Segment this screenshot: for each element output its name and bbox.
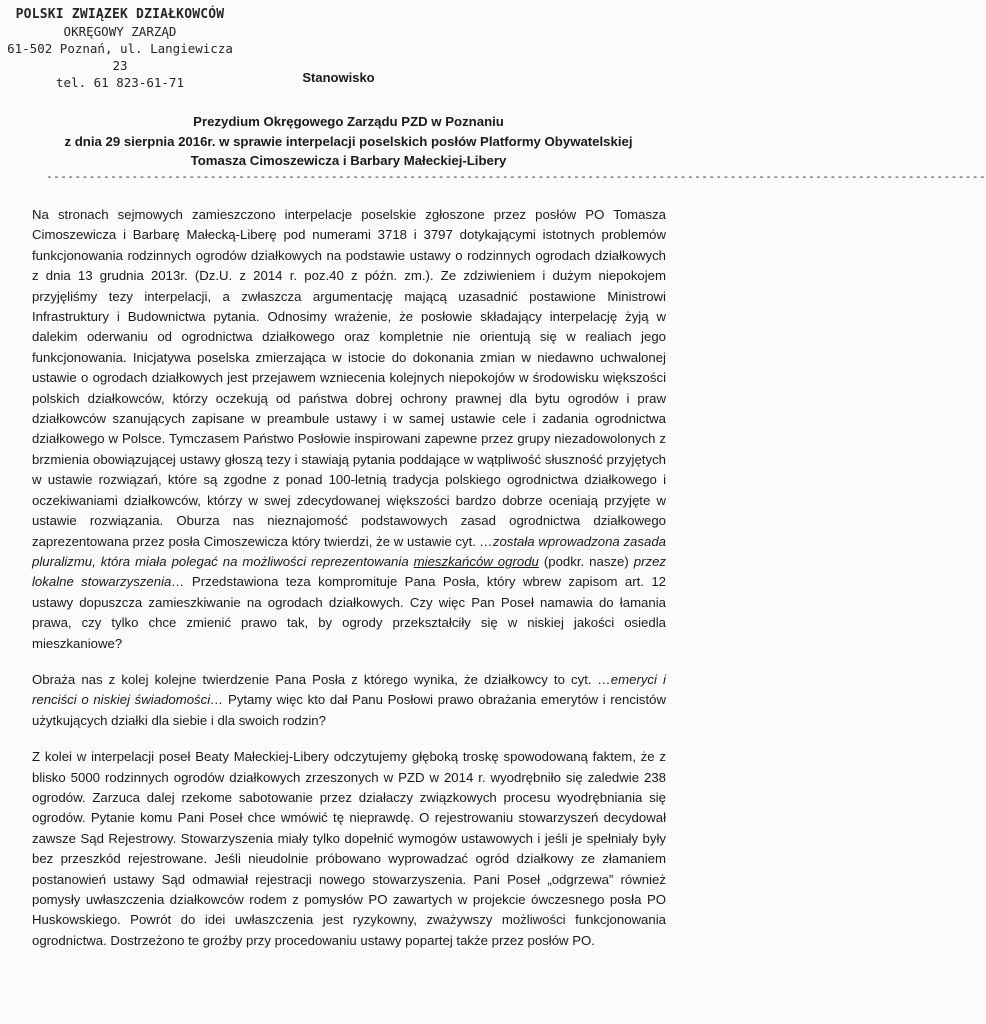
paragraph-3: Z kolei w interpelacji poseł Beaty Małeckiej-Libery odczytujemy głęboką troskę spowodowaną faktem, że z blisko 5000 rodzinnych ogrodów działkowych zrzeszonych w PZD w 2014 r. wyodrębniło się zaledwie 238 ogrodów. Zarzuca dalej rzekome sabotowanie przez działaczy związkowych procesu wyodrębniania się ogrodów. Pytanie komu Pani Poseł chce wmówić tę nieprawdę. O rejestrowaniu stowarzyszeń decydował zawsze Sąd Rejestrowy. Stowarzyszenia miały tylko dopełnić wymogów ustawowych i jeśli je spełniały były bez przeszkód rejestrowane. Jeśli nieudolnie próbowano wyprowadzać ogród działkowy ze złamaniem postanowień ustawy Sąd odmawiał rejestracji nowego stowarzyszenia. Pani Poseł „odgrzewa” również pomysły uwłaszczenia działkowców rodem z pomysłów PO zawartych w projekcie ówczesnego posła PO Huskowskiego. Powrót do idei uwłaszczenia jest ryzykowny, zważywszy możliwości funkcjonowania ogrodnictwa. Dostrzeżono te groźby przy procedowaniu ustawy popartej także przez posłów PO. [32,749,666,948]
paragraph-2-text-a: Obraża nas z kolej kolejne twierdzenie Pana Posła z którego wynika, że działkowcy to cyt. [32,671,598,687]
paragraph-2 [32,670,666,731]
document-title: Stanowisko [302,70,375,85]
quote-underlined: mieszkańców ogrodu [413,553,539,569]
quote-local-associations: przez lokalne stowarzyszenia… [32,553,666,590]
stamp-phone: tel. 61 823-61-71 [56,75,184,90]
paragraph-1-text-b: (podkr. nasze) [538,553,634,569]
heading-line-2: z dnia 29 sierpnia 2016r. w sprawie interpelacji poselskich posłów Platformy Obywatelskiej [64,133,633,149]
document-body [32,205,666,967]
dashed-separator: ------------------------------------------------------------------------------------------------------------------------------------ [46,170,986,183]
paragraph-2-text-b: Pytamy więc kto dał Panu Posłowi prawo obrażania emerytów i rencistów użytkujących działki dla siebie i dla swoich rodzin? [32,692,666,728]
heading-line-1: Prezydium Okręgowego Zarządu PZD w Poznaniu [193,114,504,129]
heading-line-3: Tomasza Cimoszewicza i Barbary Małeckiej-Libery [190,153,507,168]
quote-pluralism: …została wprowadzona zasada pluralizmu, która miała polegać na możliwości reprezentowania [32,533,666,569]
paragraph-1-text-a: Na stronach sejmowych zamieszczono interpelacje poselskie zgłoszone przez posłów PO Tomasza Cimoszewicza i Barbarę Małecką-Liberę pod numerami 3718 i 3797 dotykającymi istotnych problemów funkcjonowania rodzinnych ogrodów działkowych na podstawie ustawy o rodzinnych ogrodach działkowych z dnia 13 grudnia 2013r. (Dz.U. z 2014 r. poz.40 z późn. zm.). Ze zdziwieniem i dużym niepokojem przyjęliśmy tezy interpelacji, a zwłaszcza argumentację mającą uzasadnić postawione Ministrowi Infrastruktury i Budownictwa pytania. Odnosimy wrażenie, że posłowie składający interpelację żyją w dalekim oderwaniu od ogrodnictwa działkowego oraz kompletnie nie orientują się w realiach jego funkcjonowania. Inicjatywa poselska zmierzająca w istocie do dokonania zmian w niedawno uchwalonej ustawie o ogrodach działkowych jest przejawem wzniecenia kolejnych niepokojów w środowisku większości polskich działkowców, którzy oczekują od państwa dobrej ochrony prawnej dla bytu ogrodów i praw działkowców szanujących zapisane w preambule ustawy i w samej ustawie cele i zadania ogrodnictwa działkowego w Polsce. Tymczasem Państwo Posłowie inspirowani zapewne przez grupy niezadowolonych z brzmienia obowiązującej ustawy głoszą tezy i stawiają pytania poddające w wątpliwość słuszność przyjętych w ustawie rozwiązań, które są zgodne z ponad 100-letnią tradycja polskiego ogrodnictwa działkowego i oczekiwaniami działkowców, którzy w swej zdecydowanej większości bardzo dobrze oceniają przyjęte w ustawie rozwiązania. Oburza nas nieznajomość podstawowych zasad ogrodnictwa działkowego zaprezentowana przez posła Cimoszewicza który twierdzi, że w ustawie cyt. [32,207,666,549]
paragraph-1-text-c: Przedstawiona teza kompromituje Pana Posła, który wbrew zapisom art. 12 ustawy dopuszcza zamieszkiwanie na ogrodach działkowych. Czy więc Pan Poseł namawia do łamania prawa, czy tylko chce zmienić prawo tak, by ogrody przekształciły się w niskiej jakości osiedla mieszkaniowe? [32,574,666,651]
stamp-board-name: OKRĘGOWY ZARZĄD [63,24,177,39]
paragraph-1 [32,205,666,654]
stamp-org-name: POLSKI ZWIĄZEK DZIAŁKOWCÓW [15,7,225,22]
quote-pensioners: …emeryci i renciści o niskiej świadomości… [32,671,666,708]
stamp-address: 61-502 Poznań, ul. Langiewicza 23 [7,41,233,73]
document-heading [40,112,657,171]
